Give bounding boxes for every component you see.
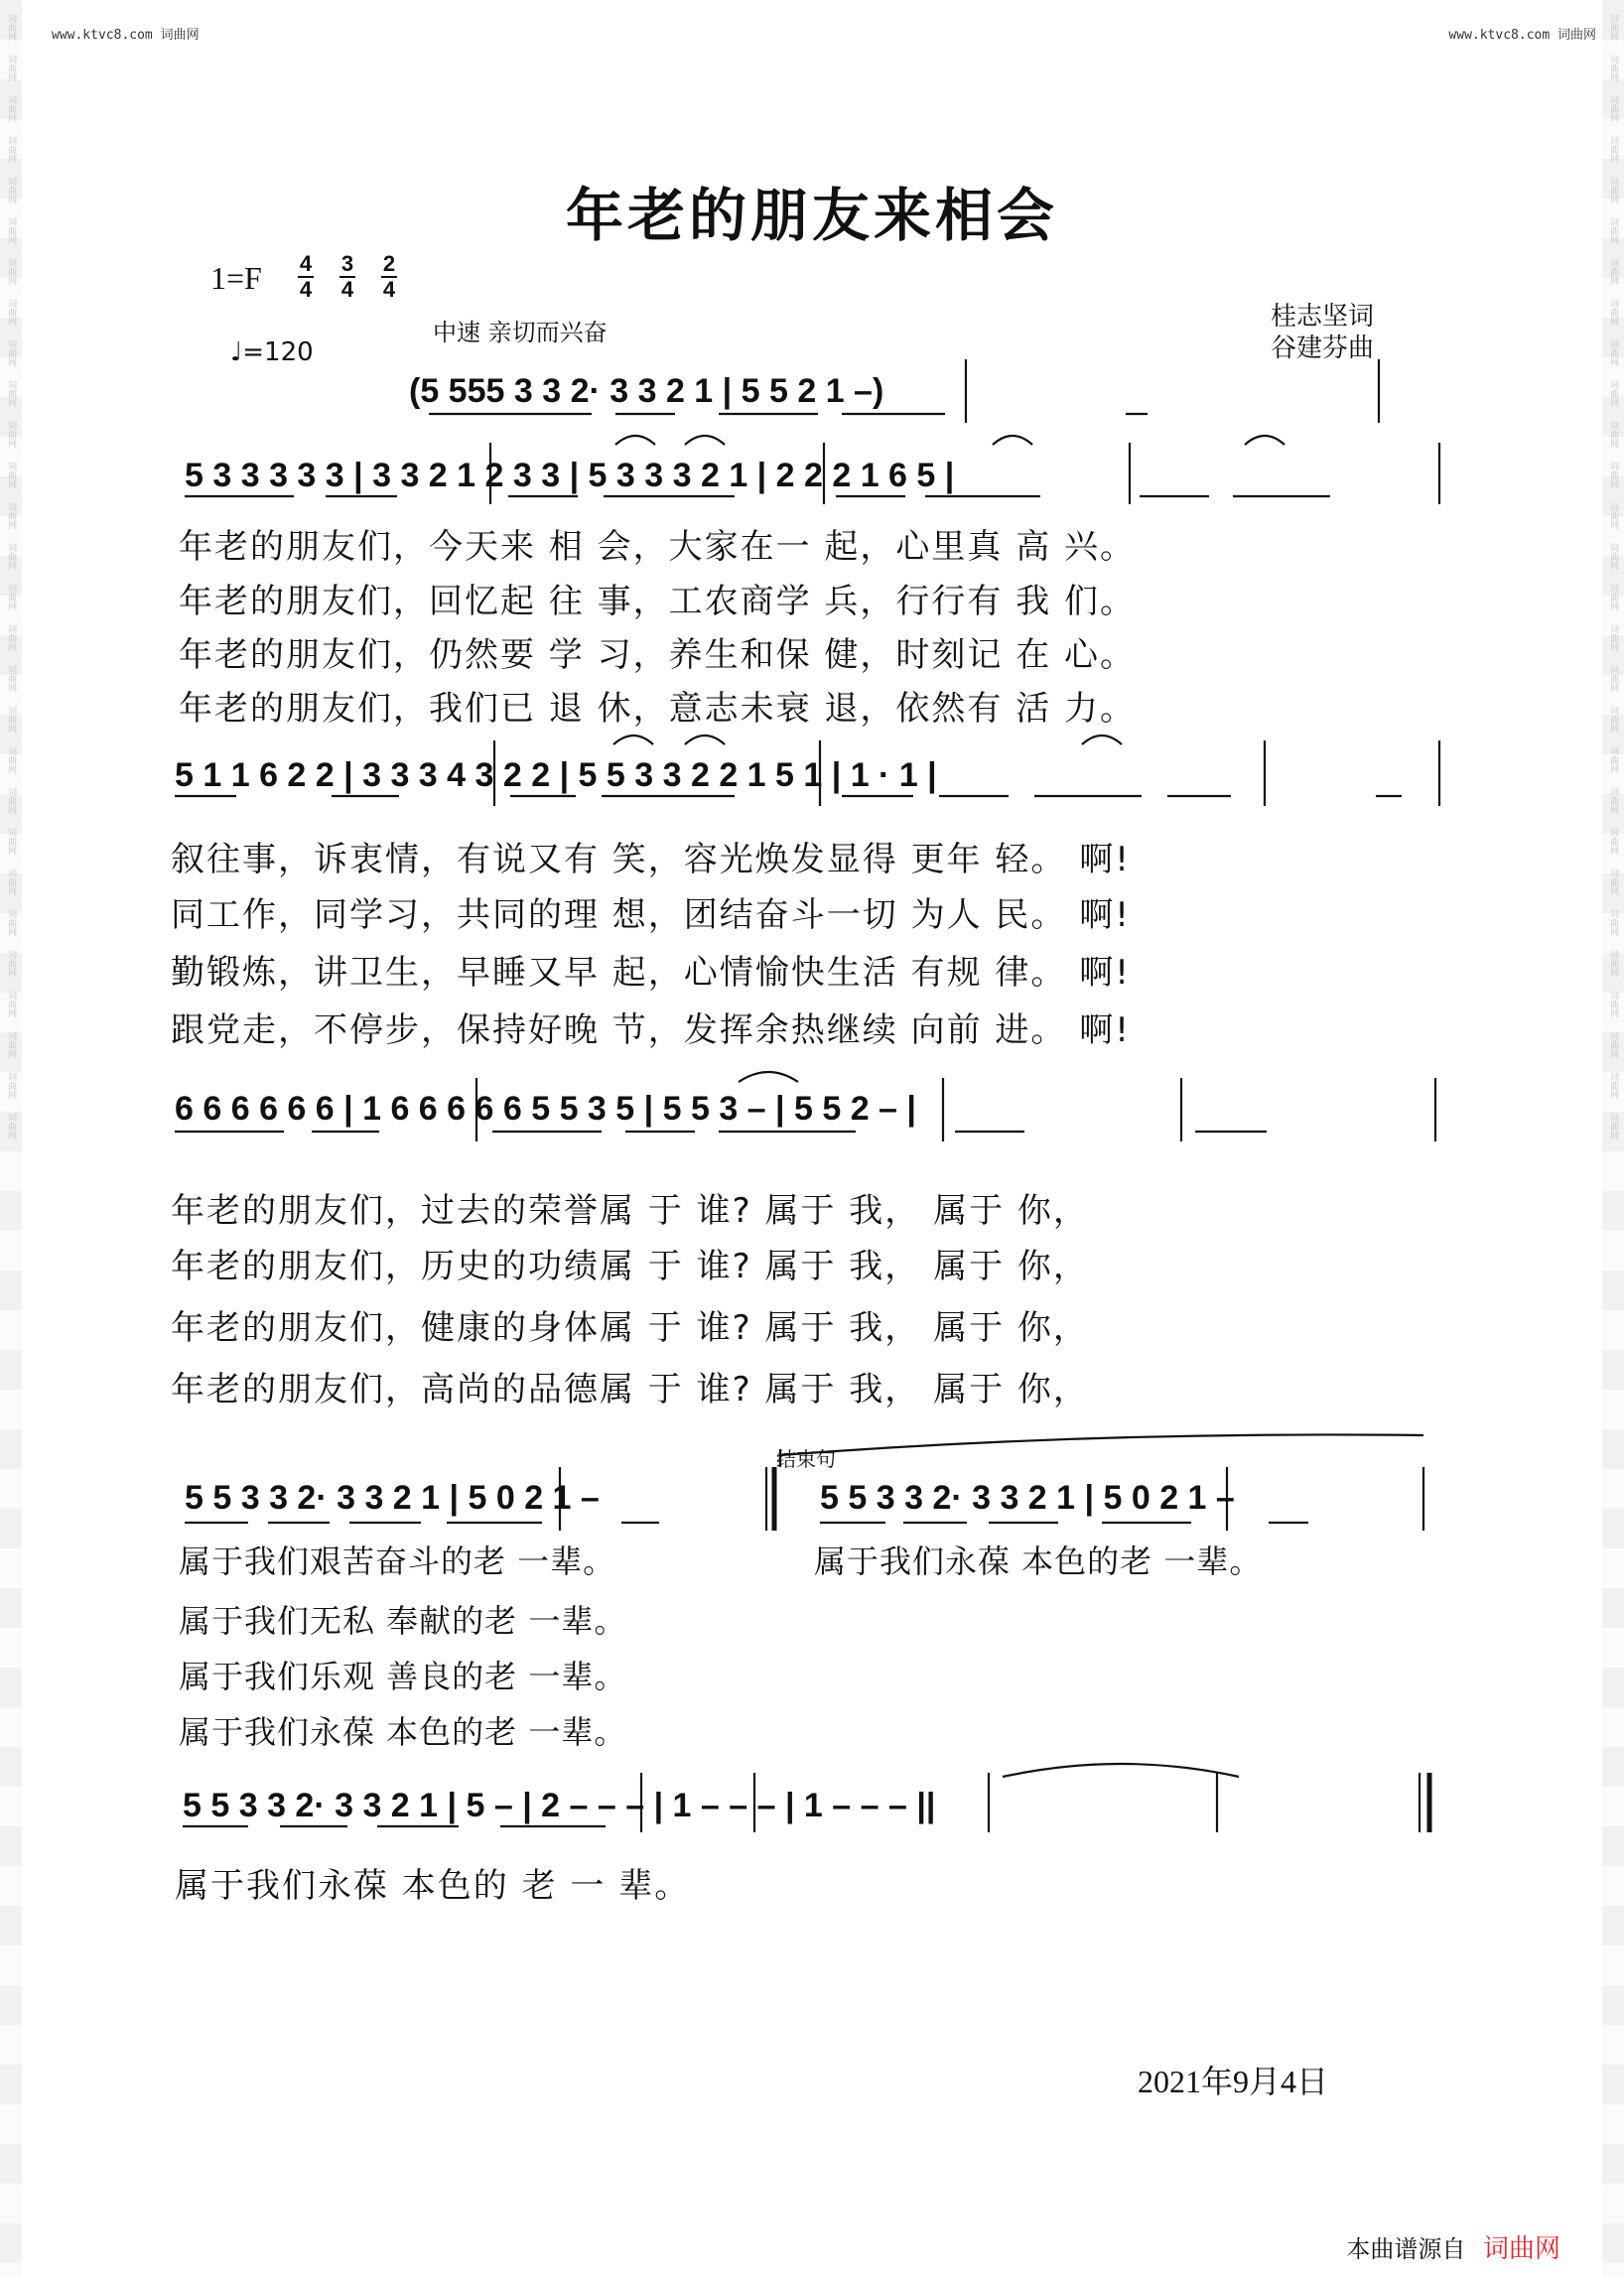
side-watermark-text: 词曲网 <box>1608 55 1619 81</box>
side-watermark-text: 词曲网 <box>6 787 17 814</box>
side-watermark-text: 词曲网 <box>1608 177 1619 203</box>
side-watermark-text: 词曲网 <box>1608 217 1619 244</box>
side-watermark-text: 词曲网 <box>1608 1113 1619 1139</box>
side-watermark-text: 词曲网 <box>6 584 17 610</box>
side-watermark-text: 词曲网 <box>1608 869 1619 895</box>
system-1-lyric-2: 年老的朋友们，回忆起 往 事，工农商学 兵，行行有 我 们。 <box>179 582 1137 621</box>
system-3-lyric-2: 年老的朋友们，历史的功绩属 于 谁? 属于 我， 属于 你， <box>171 1247 1089 1286</box>
side-watermark-text: 词曲网 <box>1608 828 1619 855</box>
side-watermark-text: 词曲网 <box>6 217 17 244</box>
side-watermark-text: 词曲网 <box>1608 543 1619 570</box>
system-1-lyric-4: 年老的朋友们，我们已 退 休，意志未衰 退，依然有 活 力。 <box>179 689 1137 729</box>
system-2-notes: 5 1 1 6 2 2 | 3 3 3 4 3 2 2 | 5 5 3 3 2 2 1 5 1 | 1 · 1 | <box>175 756 937 794</box>
system-2-lyric-3: 勤锻炼，讲卫生，早睡又早 起，心情愉快生活 有规 律。 啊! <box>171 953 1131 993</box>
system-2-lyric-4: 跟党走，不停步，保持好晚 节，发挥余热继续 向前 进。 啊! <box>171 1010 1131 1050</box>
side-watermark-text: 词曲网 <box>6 909 17 936</box>
side-watermark-text: 词曲网 <box>6 136 17 163</box>
side-watermark-text: 词曲网 <box>6 177 17 203</box>
expression-mark: 中速 亲切而兴奋 <box>433 319 608 346</box>
side-watermark-text: 词曲网 <box>1608 339 1619 366</box>
side-watermark-text: 词曲网 <box>1608 665 1619 692</box>
system-4-notes-left: 5 5 3 3 2· 3 3 2 1 | 5 0 2 1 – <box>185 1479 600 1517</box>
footer-brand-link[interactable]: 词曲网 <box>1482 2234 1560 2264</box>
system-3-lyric-4: 年老的朋友们，高尚的品德属 于 谁? 属于 我， 属于 你， <box>171 1370 1089 1409</box>
system-4-lyric-first: 属于我们艰苦奋斗的老 一辈。 <box>179 1542 616 1580</box>
lyricist-credit: 桂志坚词 <box>1271 302 1375 332</box>
system-5-notes: 5 5 3 3 2· 3 3 2 1 | 5 – | 2 – – – | 1 – – – | 1 – – – || <box>183 1787 936 1824</box>
side-watermark-text: 词曲网 <box>1608 95 1619 122</box>
side-watermark-text: 词曲网 <box>6 543 17 570</box>
time-signature-2-4: 2 4 <box>382 251 396 302</box>
side-watermark-text: 词曲网 <box>6 380 17 407</box>
side-watermark-text: 词曲网 <box>1608 584 1619 610</box>
side-watermark-text: 词曲网 <box>6 462 17 488</box>
side-watermark-text: 词曲网 <box>6 55 17 81</box>
side-watermark-text: 词曲网 <box>6 828 17 855</box>
system-5-lyrics: 属于我们永葆 本色的 老 一 辈。 <box>175 1866 691 1906</box>
system-4-lyric-more-1: 属于我们无私 奉献的老 一辈。 <box>179 1602 627 1640</box>
side-watermark-text: 词曲网 <box>1608 1031 1619 1058</box>
side-watermark-text: 词曲网 <box>6 1113 17 1139</box>
side-watermark-text: 词曲网 <box>1608 421 1619 448</box>
watermark-top-right: www.ktvc8.com 词曲网 <box>1448 28 1596 43</box>
side-watermark-text: 词曲网 <box>1608 787 1619 814</box>
side-watermark-text: 词曲网 <box>6 1072 17 1099</box>
side-watermark-text: 词曲网 <box>1608 380 1619 407</box>
side-watermark-text: 词曲网 <box>1608 706 1619 733</box>
system-3-notes: 6 6 6 6 6 6 | 1 6 6 6 6 6 5 5 3 5 | 5 5 3 – | 5 5 2 – | <box>175 1090 916 1128</box>
side-watermark-text: 词曲网 <box>6 421 17 448</box>
side-watermark-text: 词曲网 <box>1608 1072 1619 1099</box>
watermark-top-left: www.ktvc8.com 词曲网 <box>52 28 200 43</box>
song-title: 年老的朋友来相会 <box>565 182 1058 249</box>
system-1-lyric-1: 年老的朋友们，今天来 相 会，大家在一 起，心里真 高 兴。 <box>179 527 1137 567</box>
side-watermark-text: 词曲网 <box>1608 299 1619 326</box>
side-watermark-text: 词曲网 <box>6 991 17 1017</box>
date: 2021年9月4日 <box>1138 2064 1329 2099</box>
side-watermark-text: 词曲网 <box>6 746 17 773</box>
side-watermark-text: 词曲网 <box>6 95 17 122</box>
side-watermark-text: 词曲网 <box>6 14 17 41</box>
system-4-lyric-more-3: 属于我们永葆 本色的老 一辈。 <box>179 1713 627 1751</box>
side-watermark-text: 词曲网 <box>6 258 17 285</box>
side-watermark-text: 词曲网 <box>6 1031 17 1058</box>
time-signature-4-4: 4 4 <box>299 251 313 302</box>
key-signature: 1=F <box>210 260 262 296</box>
side-watermark-text: 词曲网 <box>1608 991 1619 1017</box>
side-watermark-text: 词曲网 <box>6 869 17 895</box>
ending-label: 结束句 <box>776 1447 836 1471</box>
side-watermark-text: 词曲网 <box>1608 136 1619 163</box>
system-1-notes: 5 3 3 3 3 3 | 3 3 2 1 2 3 3 | 5 3 3 3 2 1 | 2 2 2 1 6 5 | <box>185 457 955 494</box>
side-watermark-text: 词曲网 <box>1608 258 1619 285</box>
intro-notes: (5 555 3 3 2· 3 3 2 1 | 5 5 2 1 –) <box>409 372 884 410</box>
system-2-lyric-2: 同工作，同学习，共同的理 想，团结奋斗一切 为人 民。 啊! <box>171 895 1131 935</box>
system-4-notes-right: 5 5 3 3 2· 3 3 2 1 | 5 0 2 1 – <box>820 1479 1235 1517</box>
time-signature-3-4: 3 4 <box>340 251 354 302</box>
side-watermark-text: 词曲网 <box>6 502 17 529</box>
side-watermark-text: 词曲网 <box>6 950 17 977</box>
system-3-lyric-1: 年老的朋友们，过去的荣誉属 于 谁? 属于 我， 属于 你， <box>171 1191 1089 1231</box>
system-4-lyric-end: 属于我们永葆 本色的老 一辈。 <box>814 1542 1263 1580</box>
side-watermark-text: 词曲网 <box>1608 624 1619 651</box>
side-watermark-text: 词曲网 <box>1608 950 1619 977</box>
footer-text: 本曲谱源自 <box>1346 2235 1466 2263</box>
system-4-lyric-more-2: 属于我们乐观 善良的老 一辈。 <box>179 1658 627 1695</box>
system-3-lyric-3: 年老的朋友们，健康的身体属 于 谁? 属于 我， 属于 你， <box>171 1308 1089 1348</box>
side-watermark-text: 词曲网 <box>6 706 17 733</box>
side-watermark-text: 词曲网 <box>1608 462 1619 488</box>
tempo-mark: ♩=120 <box>230 337 314 367</box>
composer-credit: 谷建芬曲 <box>1271 334 1375 363</box>
side-watermark-text: 词曲网 <box>1608 746 1619 773</box>
system-1-lyric-3: 年老的朋友们，仍然要 学 习，养生和保 健，时刻记 在 心。 <box>179 635 1137 675</box>
side-watermark-text: 词曲网 <box>6 299 17 326</box>
side-watermark-text: 词曲网 <box>1608 909 1619 936</box>
side-watermark-text: 词曲网 <box>6 339 17 366</box>
side-watermark-text: 词曲网 <box>6 665 17 692</box>
side-watermark-text: 词曲网 <box>6 624 17 651</box>
system-2-lyric-1: 叙往事，诉衷情，有说又有 笑，容光焕发显得 更年 轻。 啊! <box>171 840 1131 879</box>
side-watermark-text: 词曲网 <box>1608 502 1619 529</box>
side-watermark-text: 词曲网 <box>1608 14 1619 41</box>
